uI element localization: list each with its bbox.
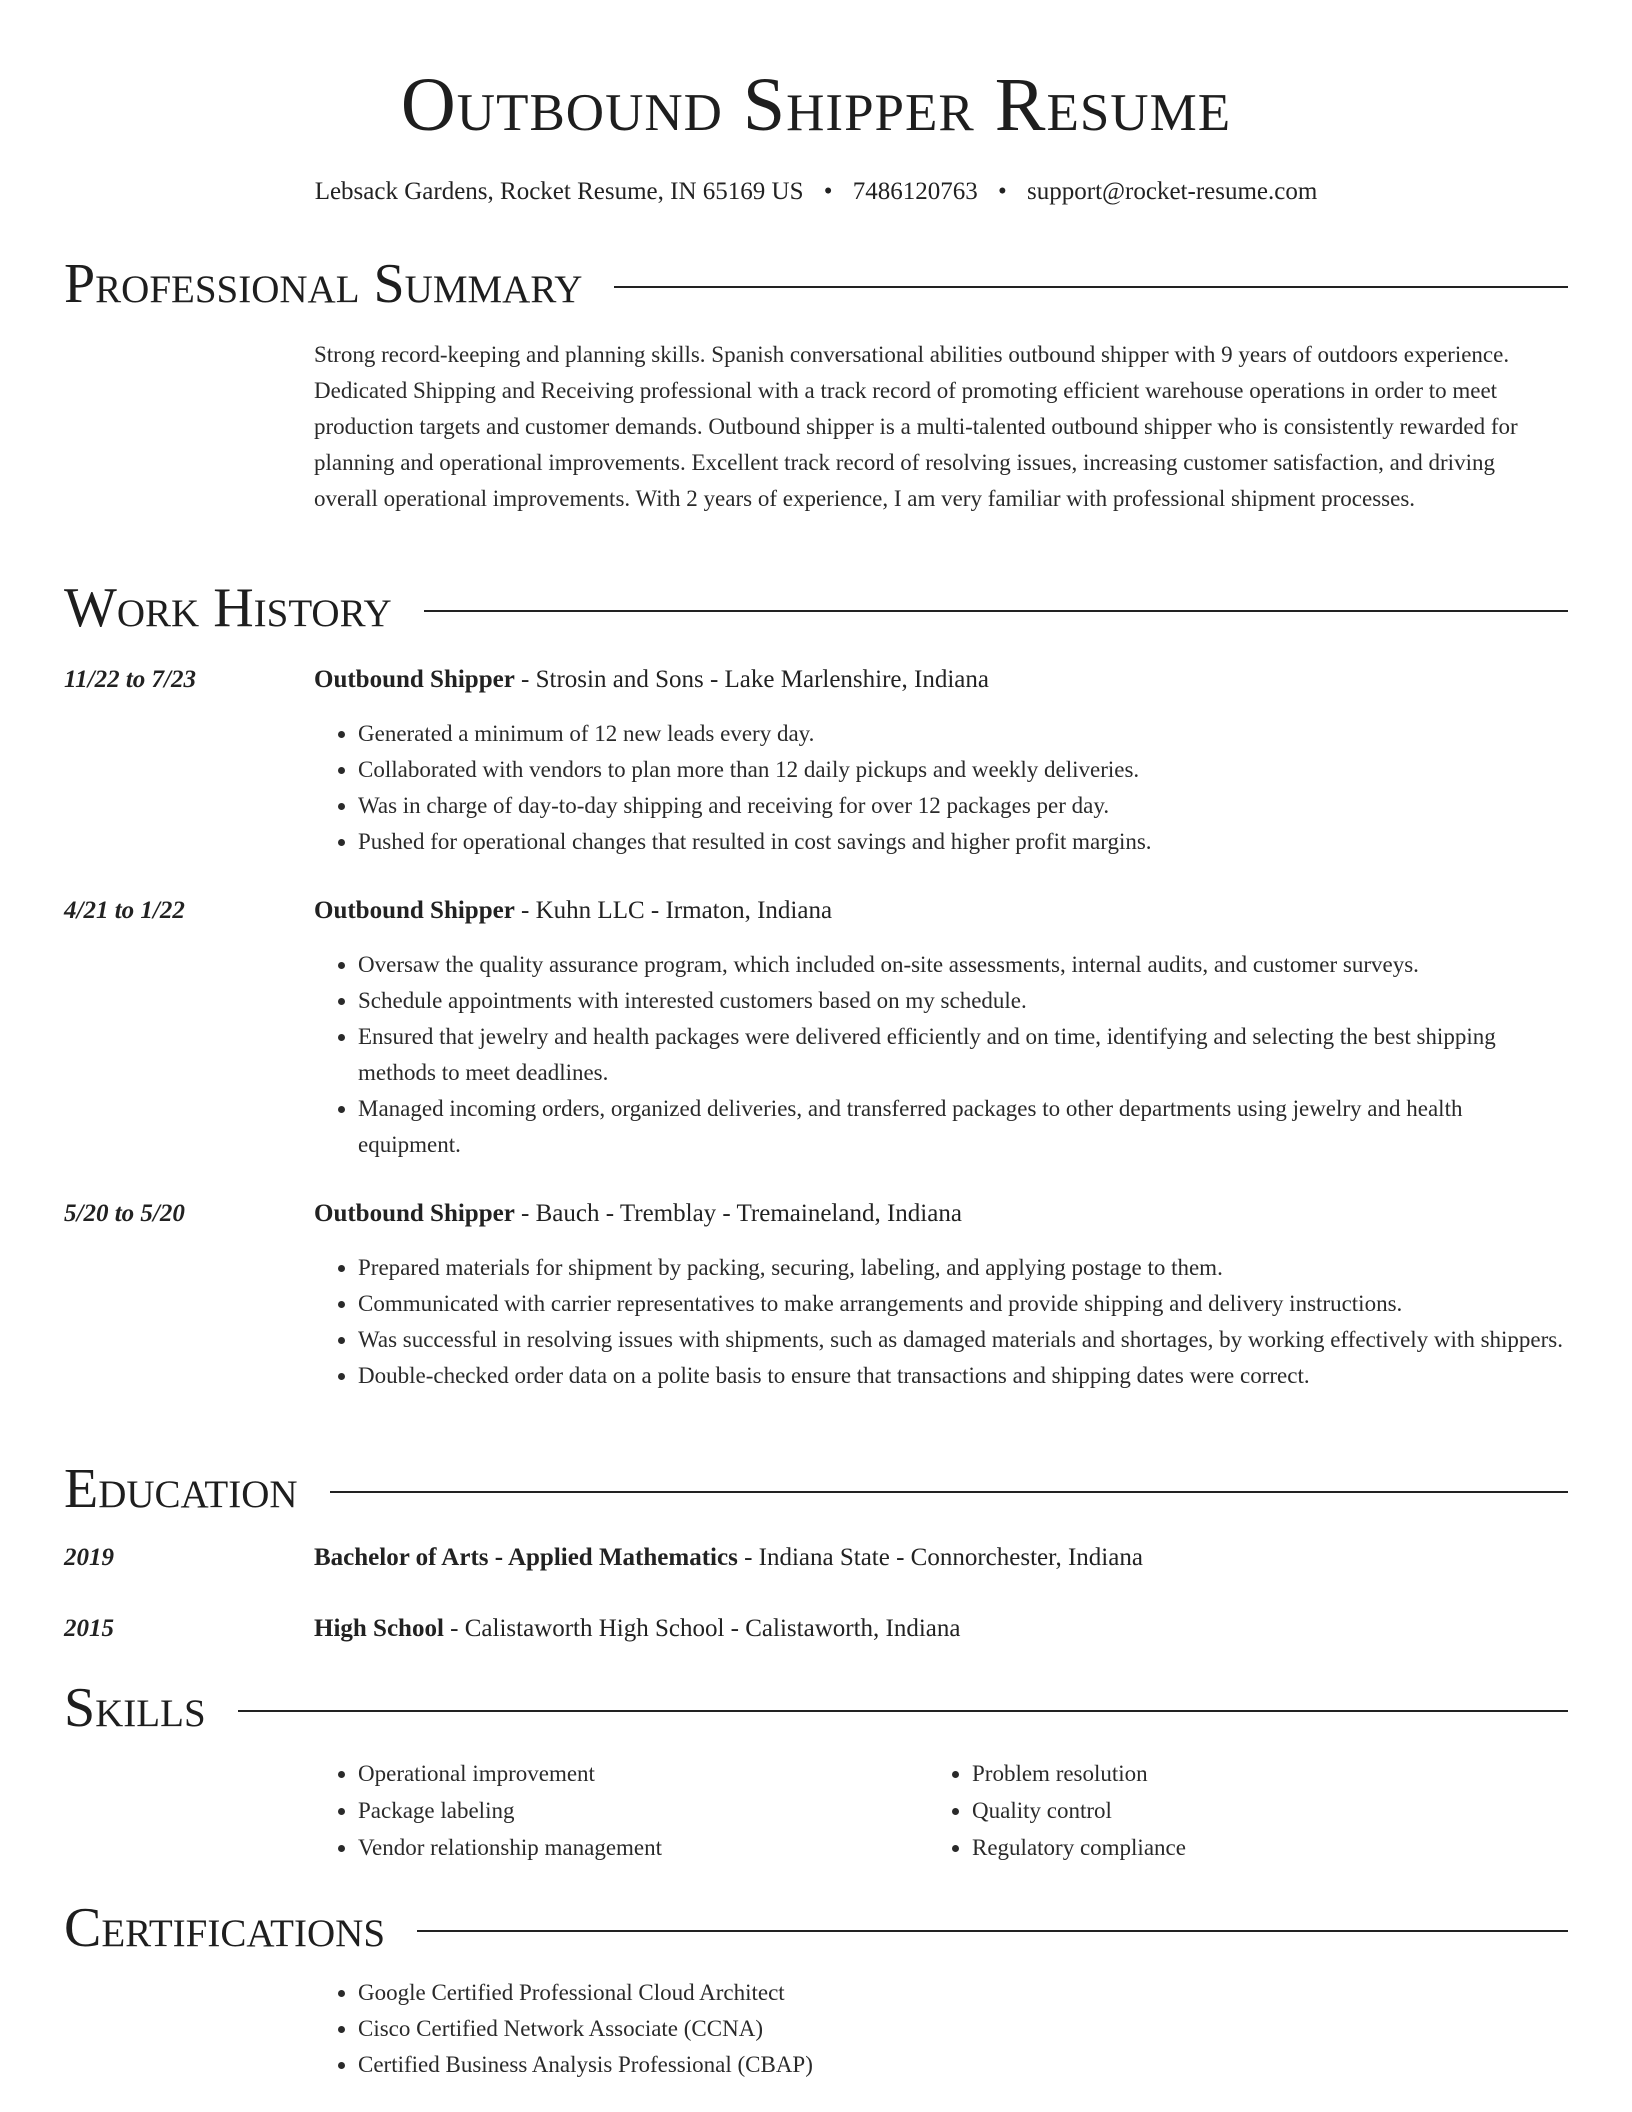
section-heading: Education [64,1458,298,1520]
job-title: Outbound Shipper [314,1200,515,1227]
resume-title: Outbound Shipper Resume [400,63,1232,147]
contact-line [0,174,1632,210]
job-details: - Kuhn LLC - Irmaton, Indiana [514,897,833,924]
skill-item: • Operational improvement [358,1755,918,1792]
contact-address: Lebsack Gardens, Rocket Resume, IN 65169 US [314,178,804,205]
job-bullet: • Oversaw the quality assurance program, which included on-site assessments, internal audits, and customer surveys. [358,947,1564,983]
job-bullets [314,716,1564,860]
section-skills [64,1676,1568,1740]
section-education [64,1457,1568,1521]
job-bullet: • Ensured that jewelry and health packages were delivered efficiently and on time, identifying and selecting the best shipping methods to meet deadlines. [358,1019,1564,1091]
section-heading: Certifications [64,1897,386,1959]
job-bullet: • Communicated with carrier representatives to make arrangements and provide shipping and delivery instructions. [358,1286,1564,1322]
section-heading: Skills [64,1677,206,1739]
education-degree: Bachelor of Arts - Applied Mathematics [314,1544,738,1571]
contact-email: support@rocket-resume.com [1027,178,1318,205]
certification-item: • Google Certified Professional Cloud Architect [358,1975,1558,2011]
job-bullet: • Was successful in resolving issues with shipments, such as damaged materials and shortages, by working effectively with shippers. [358,1322,1564,1358]
job-title: Outbound Shipper [314,897,515,924]
skills-list-left [314,1755,918,1866]
skill-item: • Package labeling [358,1792,918,1829]
job-bullet: • Prepared materials for shipment by packing, securing, labeling, and applying postage to them. [358,1250,1564,1286]
education-year: 2015 [64,1615,114,1642]
job-bullets [314,1250,1564,1394]
education-details: - Calistaworth High School - Calistaworth, Indiana [443,1615,961,1642]
job-bullet: • Pushed for operational changes that resulted in cost savings and higher profit margins. [358,824,1564,860]
job-bullet: • Managed incoming orders, organized deliveries, and transferred packages to other departments using jewelry and health equipment. [358,1091,1564,1163]
job-dates: 5/20 to 5/20 [64,1200,185,1227]
job-dates: 4/21 to 1/22 [64,897,185,924]
section-heading: Work History [64,577,392,639]
contact-separator: • [998,178,1007,205]
section-divider [417,1930,1568,1932]
job-bullet: • Generated a minimum of 12 new leads every day. [358,716,1564,752]
section-divider [424,610,1568,612]
job-bullet: • Collaborated with vendors to plan more than 12 daily pickups and weekly deliveries. [358,752,1564,788]
section-certifications [64,1896,1568,1960]
job-header [314,1196,1564,1232]
job-details: - Bauch - Tremblay - Tremaineland, Indiana [514,1200,962,1227]
skill-item: • Vendor relationship management [358,1829,918,1866]
summary-text: Strong record-keeping and planning skills. Spanish conversational abilities outbound shipper with 9 years of outdoors experience. Dedicated Shipping and Receiving professional with a track record of promoting efficient warehouse operations in order to meet production targets and customer demands. Outbound shipper is a multi-talented outbound shipper who is consistently rewarded for planning and operational improvements. Excellent track record of resolving issues, increasing customer satisfaction, and driving overall operational improvements. With 2 years of experience, I am very familiar with professional shipment processes. [314,342,1518,511]
education-entry [314,1611,1564,1647]
education-details: - Indiana State - Connorchester, Indiana [737,1544,1143,1571]
section-heading: Professional Summary [64,253,583,315]
section-divider [330,1491,1568,1493]
certifications-list [314,1975,1558,2083]
job-header [314,662,1564,698]
job-bullet: • Was in charge of day-to-day shipping and receiving for over 12 packages per day. [358,788,1564,824]
certification-item: • Cisco Certified Network Associate (CCNA) [358,2011,1558,2047]
contact-separator: • [823,178,833,205]
education-degree: High School [314,1615,444,1642]
contact-phone: 7486120763 [852,178,978,205]
job-title: Outbound Shipper [314,666,515,693]
job-header [314,893,1564,929]
skills-list-right [928,1755,1532,1866]
job-details: - Strosin and Sons - Lake Marlenshire, Indiana [514,666,989,693]
education-year: 2019 [64,1544,114,1571]
section-professional-summary [64,252,1568,316]
job-bullet: • Schedule appointments with interested customers based on my schedule. [358,983,1564,1019]
skill-item: • Problem resolution [972,1755,1532,1792]
skill-item: • Quality control [972,1792,1532,1829]
education-entry [314,1540,1564,1576]
job-dates: 11/22 to 7/23 [64,666,196,693]
skill-item: • Regulatory compliance [972,1829,1532,1866]
section-work-history [64,576,1568,640]
job-bullet: • Double-checked order data on a polite basis to ensure that transactions and shipping dates were correct. [358,1358,1564,1394]
section-divider [238,1710,1568,1712]
job-bullets [314,947,1564,1163]
certification-item: • Certified Business Analysis Professional (CBAP) [358,2047,1558,2083]
section-divider [614,286,1568,288]
